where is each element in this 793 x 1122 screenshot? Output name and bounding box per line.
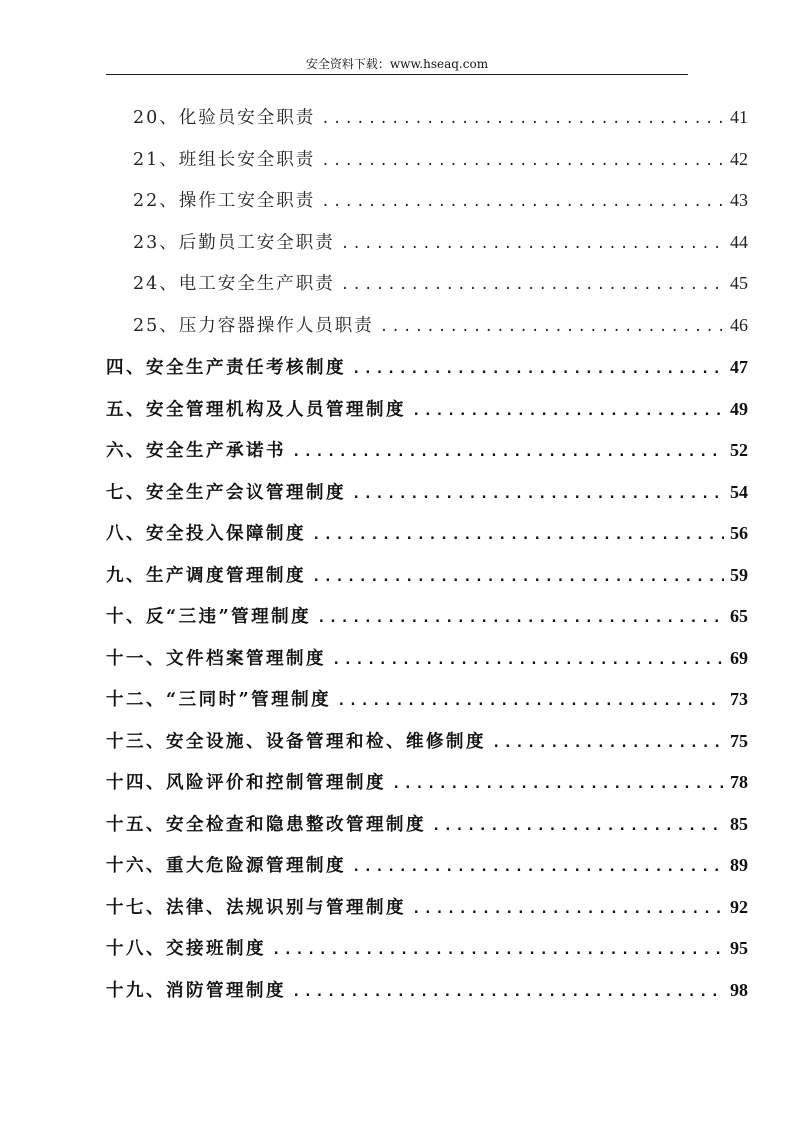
toc-entry-page: 44 (730, 231, 748, 252)
toc-entry[interactable] (106, 389, 748, 429)
toc-dot-leader (352, 847, 724, 887)
toc-entry-title: 十四、风险评价和控制管理制度 (106, 773, 386, 793)
toc-dot-leader (321, 99, 724, 139)
toc-entry-title: 十、反“三违”管理制度 (106, 607, 312, 627)
toc-entry-title: 九、生产调度管理制度 (106, 565, 306, 586)
toc-entry-title: 十二、“三同时”管理制度 (106, 690, 332, 710)
toc-entry[interactable] (106, 347, 748, 387)
toc-entry-title: 23、后勤员工安全职责 (133, 232, 335, 253)
toc-entry[interactable] (106, 555, 748, 595)
toc-entry-page: 54 (730, 481, 748, 502)
toc-dot-leader (312, 557, 724, 597)
page-header: 安全资料下载：www.hseaq.com (305, 57, 489, 71)
toc-entry[interactable] (106, 638, 748, 678)
toc-entry-title: 十一、文件档案管理制度 (106, 648, 326, 669)
toc-entry[interactable] (133, 139, 748, 179)
toc-entry-page: 85 (730, 813, 748, 834)
toc-entry-page: 49 (730, 398, 748, 419)
toc-entry[interactable] (106, 513, 748, 553)
toc-entry[interactable] (106, 845, 748, 885)
toc-entry-page: 52 (730, 440, 748, 460)
toc-dot-leader (337, 681, 724, 721)
toc-entry-title: 四、安全生产责任考核制度 (106, 358, 346, 378)
toc-entry[interactable] (106, 596, 748, 636)
toc-entry-title: 七、安全生产会议管理制度 (106, 482, 346, 503)
toc-dot-leader (292, 972, 724, 1012)
toc-entry-page: 46 (730, 314, 748, 335)
toc-entry[interactable] (106, 970, 748, 1010)
toc-entry[interactable] (106, 804, 748, 844)
toc-entry-page: 89 (730, 855, 748, 875)
toc-entry[interactable] (106, 721, 748, 761)
toc-entry-page: 75 (730, 730, 748, 751)
toc-dot-leader (332, 640, 724, 680)
toc-entry-title: 六、安全生产承诺书 (106, 441, 286, 461)
toc-entry[interactable] (133, 97, 748, 137)
toc-entry-page: 59 (730, 564, 748, 585)
toc-dot-leader (341, 265, 724, 305)
toc-entry[interactable] (133, 180, 748, 220)
toc-dot-leader (321, 182, 724, 222)
toc-dot-leader (352, 474, 724, 514)
toc-dot-leader (492, 723, 724, 763)
toc-entry[interactable] (133, 222, 748, 262)
toc-entry-page: 95 (730, 938, 748, 958)
toc-dot-leader (312, 515, 724, 555)
toc-entry-page: 78 (730, 772, 748, 792)
toc-entry-page: 47 (730, 357, 748, 377)
toc-entry-title: 十六、重大危险源管理制度 (106, 856, 346, 876)
toc-dot-leader (412, 889, 724, 929)
toc-entry-title: 八、安全投入保障制度 (106, 524, 306, 544)
toc-entry[interactable] (106, 887, 748, 927)
toc-entry-title: 十三、安全设施、设备管理和检、维修制度 (106, 731, 486, 752)
toc-entry-page: 56 (730, 523, 748, 543)
toc-entry-page: 98 (730, 979, 748, 1000)
toc-dot-leader (392, 764, 724, 804)
toc-entry-title: 五、安全管理机构及人员管理制度 (106, 399, 406, 420)
toc-dot-leader (341, 224, 724, 264)
toc-entry-page: 65 (730, 606, 748, 626)
toc-entry[interactable] (133, 263, 748, 303)
toc-entry[interactable] (106, 762, 748, 802)
toc-entry-title: 24、电工安全生产职责 (133, 274, 335, 294)
toc-entry-page: 92 (730, 896, 748, 917)
toc-dot-leader (412, 391, 724, 431)
toc-dot-leader (380, 307, 724, 347)
toc-dot-leader (352, 349, 724, 389)
toc-dot-leader (321, 141, 724, 181)
toc-entry[interactable] (106, 472, 748, 512)
toc-entry-page: 42 (730, 148, 748, 169)
toc-entry-page: 43 (730, 190, 748, 210)
toc-dot-leader (292, 432, 724, 472)
toc-entry-page: 45 (730, 273, 748, 293)
toc-entry-title: 十七、法律、法规识别与管理制度 (106, 897, 406, 918)
toc-entry[interactable] (106, 679, 748, 719)
toc-entry-title: 21、班组长安全职责 (133, 149, 316, 170)
toc-entry-page: 73 (730, 689, 748, 709)
toc-entry-title: 十五、安全检查和隐患整改管理制度 (106, 814, 426, 835)
toc-entry-page: 41 (730, 107, 748, 127)
toc-entry-title: 十九、消防管理制度 (106, 980, 286, 1001)
toc-dot-leader (432, 806, 724, 846)
toc-entry-title: 25、压力容器操作人员职责 (133, 315, 374, 336)
toc-dot-leader (272, 930, 724, 970)
toc-dot-leader (317, 598, 724, 638)
toc-entry-page: 69 (730, 647, 748, 668)
header-rule (106, 74, 688, 75)
toc-entry-title: 20、化验员安全职责 (133, 108, 316, 128)
toc-entry[interactable] (106, 928, 748, 968)
toc-entry[interactable] (133, 305, 748, 345)
toc-entry-title: 22、操作工安全职责 (133, 191, 316, 211)
toc-entry[interactable] (106, 430, 748, 470)
toc-entry-title: 十八、交接班制度 (106, 939, 266, 959)
